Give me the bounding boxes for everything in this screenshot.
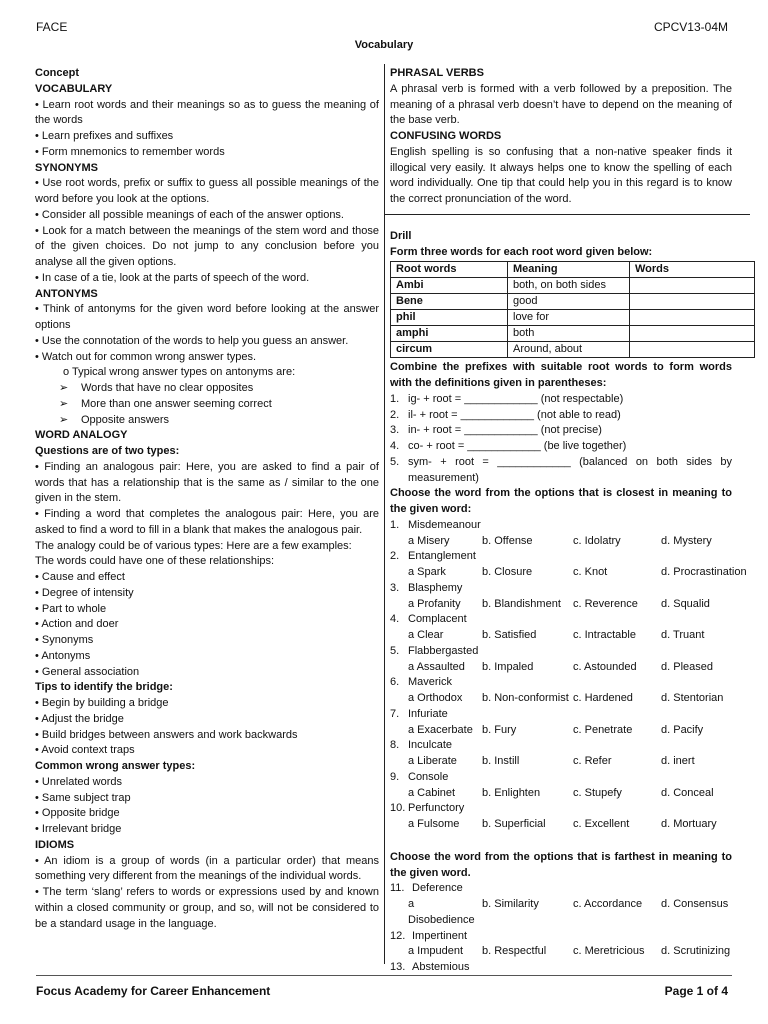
question-item	[390, 518, 732, 534]
table-cell: phil	[391, 310, 508, 326]
question-item	[390, 738, 732, 754]
answer-option: a Disobedience	[408, 898, 475, 926]
header-left: FACE	[36, 20, 68, 34]
answer-option: b. Superficial	[482, 818, 546, 830]
question-word: Flabbergasted	[408, 644, 479, 657]
question-word: Misdemeanour	[408, 518, 481, 531]
answer-options	[390, 754, 732, 770]
answer-option: d. Mortuary	[661, 818, 717, 830]
table-cell	[630, 342, 755, 358]
answer-options	[390, 565, 747, 581]
question-word: Impertinent	[412, 929, 468, 942]
question-item	[390, 675, 732, 691]
answer-options	[390, 628, 732, 644]
question-item	[390, 770, 732, 786]
table-cell: good	[508, 294, 630, 310]
prefix-item: 4. co- + root = ____________ (be live together)	[390, 440, 627, 452]
answer-option: a Impudent	[408, 945, 464, 958]
answer-option: d. Scrutinizing	[661, 945, 731, 958]
closest-questions	[390, 518, 747, 833]
bullet: • Synonyms	[35, 633, 379, 649]
answer-option: d. Pacify	[661, 723, 704, 736]
answer-option: c. Reverence	[573, 597, 638, 610]
table-header: Meaning	[508, 262, 630, 278]
question-item	[390, 581, 732, 597]
arrow-item: ➢ More than one answer seeming correct	[35, 397, 379, 413]
bullet: • Consider all possible meanings of each of the answer options.	[35, 208, 379, 224]
bullet: • Build bridges between answers and work backwards	[35, 728, 379, 744]
question-item	[390, 644, 732, 660]
answer-option: a Cabinet	[408, 786, 456, 799]
answer-options	[390, 691, 732, 707]
answer-option: a Fulsome	[408, 818, 460, 830]
question-number: 10.	[390, 802, 406, 815]
answer-option: b. Non-conformist	[482, 692, 569, 704]
idioms-heading: IDIOMS	[35, 838, 75, 851]
answer-option: d. inert	[661, 755, 695, 767]
answer-option: a Liberate	[408, 755, 457, 767]
question-word: Blasphemy	[408, 581, 463, 594]
header-code: CPCV13-04M	[653, 20, 728, 34]
question-word: Entanglement	[408, 550, 476, 563]
prefix-item: 2. il- + root = ____________ (not able to read)	[390, 408, 621, 421]
arrow-item: ➢ Words that have no clear opposites	[35, 381, 379, 397]
answer-option: b. Enlighten	[482, 786, 541, 799]
footer-rule	[36, 975, 732, 976]
bullet: • Irrelevant bridge	[35, 822, 379, 838]
paragraph: A phrasal verb is formed with a verb followed by a preposition. The meaning of a phrasal verb doesn’t have to depend on the meaning of the base verb.	[390, 82, 732, 127]
answer-option: b. Fury	[482, 723, 517, 736]
bullet: • Learn root words and their meanings so as to guess the meaning of the words	[35, 98, 379, 130]
arrow-icon: ➢	[59, 413, 69, 426]
answer-options	[390, 786, 732, 802]
bullet: • Same subject trap	[35, 791, 379, 807]
question-word: Infuriate	[408, 707, 448, 720]
answer-option: a Assaulted	[408, 660, 465, 673]
answer-option: a Exacerbate	[408, 723, 473, 736]
table-cell: Bene	[391, 294, 508, 310]
answer-option: b. Respectful	[482, 945, 547, 958]
closest-instruction: Choose the word from the options that is closest in meaning to the given word:	[390, 487, 732, 515]
answer-option: b. Closure	[482, 566, 533, 578]
combine-instruction: Combine the prefixes with suitable root words to form words with the definitions given in parentheses:	[390, 361, 732, 389]
drill-instruction: Form three words for each root word given below:	[390, 245, 653, 258]
question-number: 12.	[390, 929, 406, 942]
table-header: Root words	[391, 262, 508, 278]
arrow-icon: ➢	[59, 397, 69, 410]
answer-option: d. Procrastination	[661, 566, 747, 578]
question-word: Abstemious	[412, 961, 470, 973]
antonyms-heading: ANTONYMS	[35, 287, 98, 300]
column-divider	[384, 64, 385, 964]
confusing-words-heading: CONFUSING WORDS	[390, 130, 502, 142]
root-words-table	[390, 261, 755, 358]
bullet: • Look for a match between the meanings of the stem word and those of the given choices. Do not jump to any conclusion before you analyse all the given options.	[35, 224, 379, 271]
table-cell: Around, about	[508, 342, 630, 358]
paragraph: English spelling is so confusing that a non-native speaker finds it illogical very easily. It always helps one to know the spelling of each word individually. One tip that could help you in this regard is to know the correct pronunciation of the word.	[390, 145, 732, 205]
question-item	[390, 707, 732, 723]
bullet: • Use the connotation of the words to help you guess an answer.	[35, 334, 379, 350]
question-item	[390, 801, 732, 817]
answer-option: d. Truant	[661, 629, 705, 641]
question-number: 2.	[390, 550, 400, 563]
table-row	[391, 310, 755, 326]
answer-option: c. Idolatry	[573, 534, 621, 547]
answer-option: d. Squalid	[661, 597, 710, 610]
answer-option: c. Stupefy	[573, 786, 622, 799]
answer-options	[390, 723, 732, 739]
prefix-item: 3. in- + root = ____________ (not precise)	[390, 424, 602, 437]
table-cell: circum	[391, 342, 508, 358]
question-word: Complacent	[408, 613, 467, 626]
table-header-row	[391, 262, 755, 278]
answer-option: c. Astounded	[573, 660, 637, 673]
arrow-icon: ➢	[59, 382, 69, 394]
answer-option: b. Impaled	[482, 660, 534, 673]
bullet: • The term ‘slang’ refers to words or expressions used by and known within a closed community or group, and so, will not be considered to be a standard usage in the language.	[35, 885, 379, 932]
answer-option: c. Intractable	[573, 629, 636, 641]
answer-option: b. Blandishment	[482, 597, 561, 610]
answer-option: a Profanity	[408, 597, 461, 610]
bullet: • Degree of intensity	[35, 586, 379, 602]
left-column	[35, 66, 379, 932]
bullet: • Adjust the bridge	[35, 712, 379, 728]
question-item	[390, 612, 732, 628]
question-number: 3.	[390, 581, 400, 594]
bullet: • In case of a tie, look at the parts of speech of the word.	[35, 271, 379, 287]
bullet: • Antonyms	[35, 649, 379, 665]
table-row	[391, 294, 755, 310]
bullet: • Opposite bridge	[35, 806, 379, 822]
synonyms-heading: SYNONYMS	[35, 161, 98, 174]
answer-options	[390, 534, 732, 550]
table-cell	[630, 278, 755, 294]
question-word: Maverick	[408, 676, 453, 689]
table-header: Words	[630, 262, 755, 278]
prefix-item: 5. sym- + root = ____________ (balanced on both sides by measurement)	[390, 455, 732, 484]
right-column	[390, 66, 747, 976]
answer-options	[390, 897, 732, 929]
prefix-item: 1. ig- + root = ____________ (not respectable)	[390, 392, 624, 405]
question-number: 11.	[390, 882, 405, 895]
question-word: Perfunctory	[408, 802, 465, 815]
question-number: 5.	[390, 644, 400, 657]
answer-options	[390, 660, 732, 676]
bullet: • Learn prefixes and suffixes	[35, 129, 379, 145]
question-number: 6.	[390, 676, 400, 689]
question-number: 9.	[390, 770, 400, 783]
bullet: • Part to whole	[35, 602, 379, 618]
answer-option: c. Excellent	[573, 818, 630, 830]
bullet: • An idiom is a group of words (in a particular order) that means something very different from the meanings of the individual words.	[35, 854, 379, 886]
bullet: • Use root words, prefix or suffix to guess all possible meanings of the word before you look at the options.	[35, 176, 379, 208]
table-row	[391, 342, 755, 358]
bullet: • Form mnemonics to remember words	[35, 145, 379, 161]
bullet: • Think of antonyms for the given word before looking at the answer options	[35, 302, 379, 334]
common-wrong-heading: Common wrong answer types:	[35, 760, 196, 772]
answer-options	[390, 597, 732, 613]
table-cell	[630, 326, 755, 342]
question-number: 7.	[390, 707, 400, 720]
bullet: • Avoid context traps	[35, 743, 379, 759]
paragraph: The words could have one of these relationships:	[35, 555, 275, 568]
question-item	[390, 549, 732, 565]
table-cell	[630, 294, 755, 310]
answer-option: b. Similarity	[482, 898, 539, 910]
concept-heading: Concept	[35, 67, 79, 79]
vocabulary-heading: VOCABULARY	[35, 82, 113, 95]
page-number: Page 1 of 4	[664, 984, 728, 998]
table-row	[391, 278, 755, 294]
answer-option: c. Hardened	[573, 692, 633, 704]
answer-option: a Orthodox	[408, 692, 463, 704]
answer-options	[390, 944, 732, 960]
bullet: • Cause and effect	[35, 570, 379, 586]
word-analogy-heading: WORD ANALOGY	[35, 429, 128, 442]
question-item	[390, 881, 732, 897]
answer-option: c. Accordance	[573, 898, 643, 910]
answer-option: c. Penetrate	[573, 723, 633, 736]
bullet: • Begin by building a bridge	[35, 696, 379, 712]
answer-option: c. Meretricious	[573, 945, 645, 958]
questions-types-heading: Questions are of two types:	[35, 445, 180, 457]
paragraph: The analogy could be of various types: Here are a few examples:	[35, 539, 352, 552]
answer-option: d. Conceal	[661, 786, 714, 799]
answer-option: d. Mystery	[661, 534, 712, 547]
answer-options	[390, 817, 732, 833]
arrow-item: ➢ Opposite answers	[35, 413, 379, 429]
tips-heading: Tips to identify the bridge:	[35, 681, 173, 694]
document-title: Vocabulary	[354, 39, 414, 51]
answer-option: b. Instill	[482, 755, 520, 767]
farthest-questions	[390, 881, 732, 976]
drill-heading: Drill	[390, 229, 412, 242]
farthest-instruction: Choose the word from the options that is farthest in meaning to the given word.	[390, 850, 732, 879]
question-word: Console	[408, 770, 449, 783]
bullet: • Unrelated words	[35, 775, 379, 791]
table-cell: amphi	[391, 326, 508, 342]
answer-option: a Clear	[408, 629, 444, 641]
answer-option: b. Offense	[482, 534, 533, 547]
answer-option: a Spark	[408, 566, 446, 578]
bullet: • Finding a word that completes the analogous pair: Here, you are asked to find a word to fill in a blank that makes the analogous pair.	[35, 507, 379, 539]
answer-option: d. Consensus	[661, 898, 729, 910]
sub-item: o Typical wrong answer types on antonyms are:	[63, 366, 296, 379]
table-cell	[630, 310, 755, 326]
question-number: 1.	[390, 518, 400, 531]
answer-option: d. Stentorian	[661, 692, 724, 704]
bullet: • Finding an analogous pair: Here, you are asked to find a pair of words that has a relationship that is the same as / similar to the one given in the stem.	[35, 460, 379, 507]
table-cell: both, on both sides	[508, 278, 630, 294]
table-cell: love for	[508, 310, 630, 326]
question-number: 8.	[390, 739, 400, 752]
bullet: • General association	[35, 665, 379, 681]
answer-option: b. Satisfied	[482, 629, 537, 641]
answer-option: a Misery	[408, 534, 450, 547]
answer-option: c. Refer	[573, 755, 612, 767]
bullet: • Action and doer	[35, 617, 379, 633]
answer-option: c. Knot	[573, 566, 608, 578]
table-row	[391, 326, 755, 342]
question-word: Deference	[412, 882, 463, 895]
question-number: 13.	[390, 961, 406, 973]
table-cell: both	[508, 326, 630, 342]
phrasal-verbs-heading: PHRASAL VERBS	[390, 67, 484, 79]
question-item	[390, 960, 732, 976]
footer-org: Focus Academy for Career Enhancement	[36, 984, 271, 998]
question-word: Inculcate	[408, 739, 453, 752]
answer-option: d. Pleased	[661, 660, 713, 673]
bullet: • Watch out for common wrong answer types.	[35, 350, 379, 366]
question-item	[390, 929, 732, 945]
question-number: 4.	[390, 613, 400, 626]
table-cell: Ambi	[391, 278, 508, 294]
